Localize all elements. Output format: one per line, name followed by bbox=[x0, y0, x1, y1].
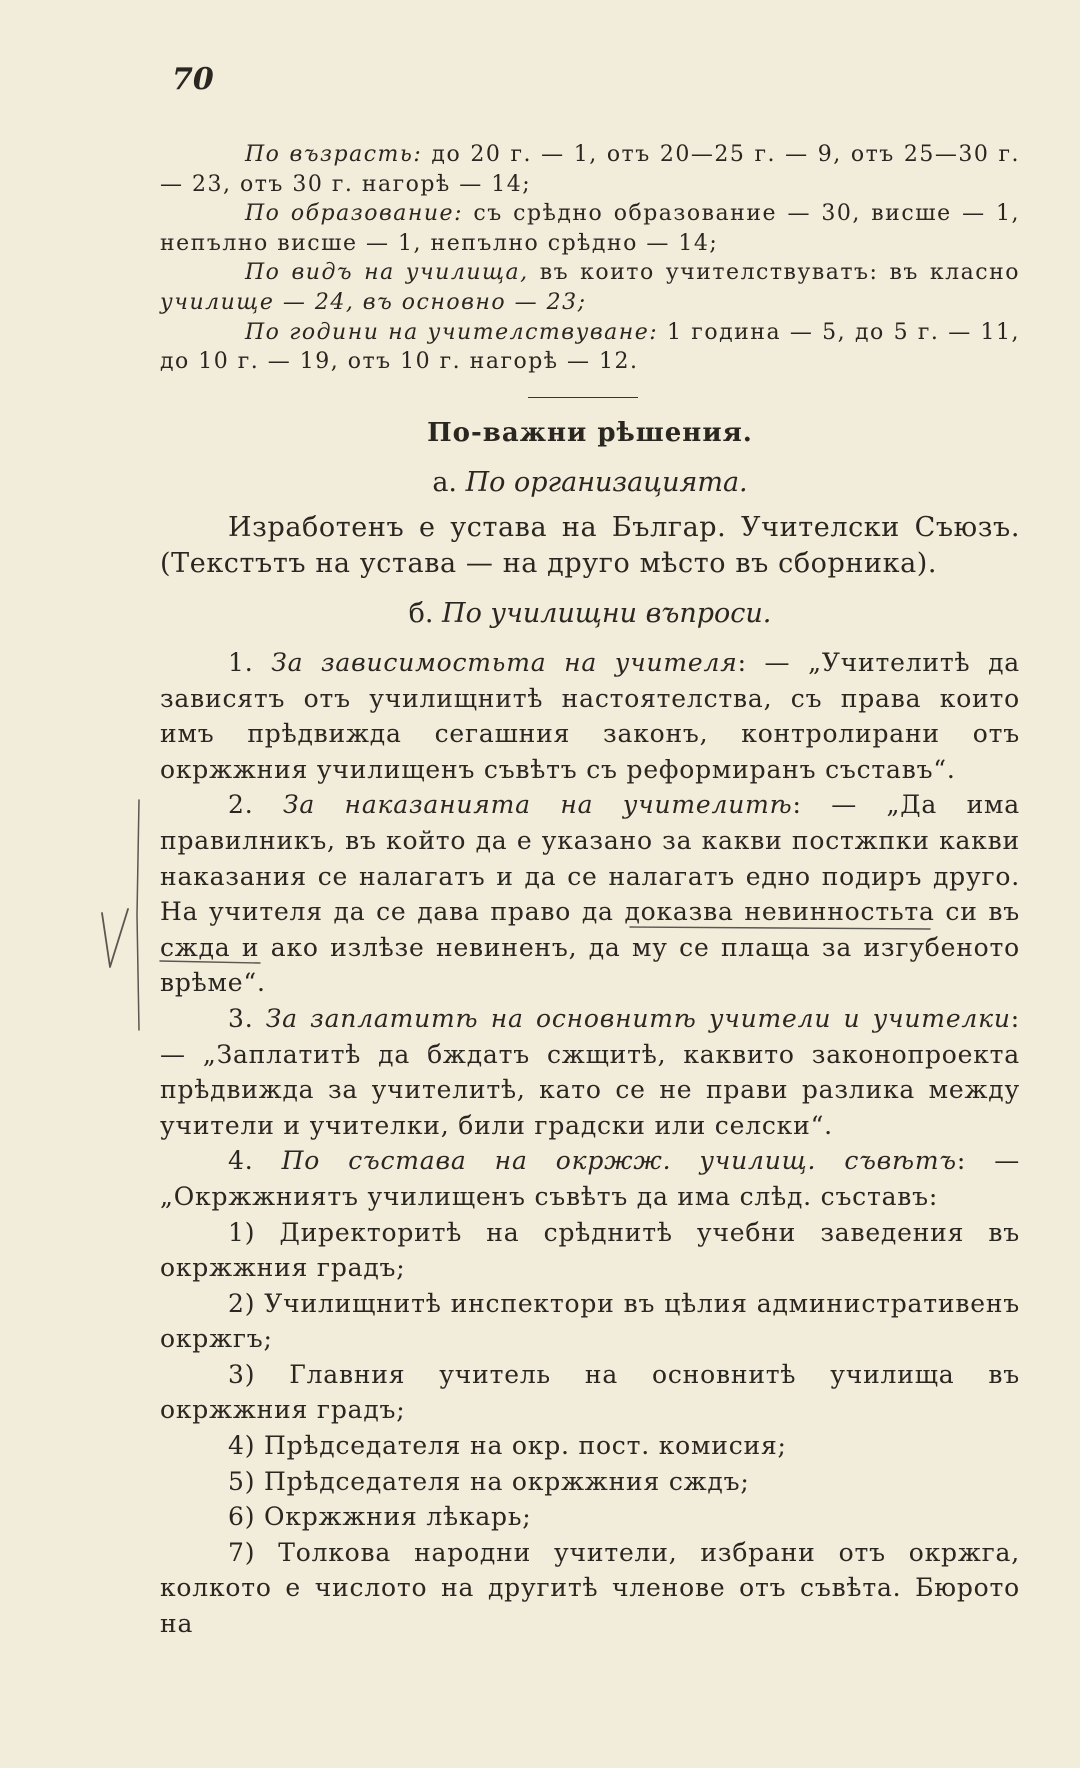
stat-school-type bbox=[160, 258, 1020, 317]
stat-age bbox=[160, 140, 1020, 199]
stat-label: По образование: bbox=[245, 201, 463, 227]
stat-text: до 20 г. — 1, отъ 20—25 г. — 9, отъ 25—30 г. — 23, отъ 30 г. нагорѣ — 14; bbox=[160, 142, 1020, 197]
subheading-prefix: б. bbox=[408, 598, 443, 629]
stat-label: По възрасть: bbox=[245, 142, 423, 167]
council-member: 5) Прѣдседателя на окржжния сждъ; bbox=[228, 1466, 750, 1496]
item-number: 2. bbox=[228, 790, 283, 820]
resolutions-list bbox=[160, 645, 1020, 1642]
stat-text: съ срѣдно образование — 30, висше — 1, непълно висше — 1, непълно срѣдно — 14; bbox=[160, 201, 1020, 256]
statistics-block bbox=[160, 140, 1020, 377]
council-member: 7) Толкова народни учители, избрани отъ окржга, колкото е числото на другитѣ членове отъ съвѣта. Бюрото на bbox=[160, 1537, 1020, 1639]
paragraph-text: Изработенъ е устава на Българ. Учителски Съюзъ. (Текстътъ на устава — на друго мѣсто въ сборника). bbox=[160, 512, 1020, 579]
council-member: 1) Директоритѣ на срѣднитѣ учебни заведения въ окржжния градъ; bbox=[160, 1217, 1020, 1283]
page-number: 70 bbox=[172, 62, 214, 97]
council-member: 3) Главния учитель на основнитѣ училища въ окржжния градъ; bbox=[160, 1359, 1020, 1425]
subheading-organization bbox=[160, 467, 1020, 498]
stat-label: По видъ на училища, bbox=[245, 260, 529, 286]
item-text: : — „Учителитѣ да зависятъ отъ училищнитѣ настоятелства, съ права които имъ прѣдвижда сегашния законъ, контролирани отъ окржжния училищенъ съвѣтъ съ реформиранъ съставъ“. bbox=[160, 648, 1020, 784]
item-title: За зависимостьта на учителя bbox=[271, 648, 738, 677]
item-title: За наказанията на учителитѣ bbox=[282, 790, 793, 820]
item-number: 3. bbox=[228, 1003, 266, 1033]
organization-paragraph bbox=[160, 510, 1020, 582]
subheading-prefix: а. bbox=[432, 467, 466, 498]
stat-tail: училище — 24, въ основно — 23; bbox=[160, 289, 587, 315]
pencil-margin-line bbox=[125, 795, 155, 1035]
stat-text: въ които учителствуватъ: въ класно bbox=[528, 260, 1020, 286]
resolution-item bbox=[160, 1001, 1020, 1143]
stat-education bbox=[160, 199, 1020, 258]
subheading-school-questions bbox=[160, 598, 1020, 629]
stat-years bbox=[160, 318, 1020, 377]
item-number: 4. bbox=[228, 1146, 282, 1176]
item-text: : — „Да има правилникъ, въ който да е указано за какви постжпки какви наказания се налагатъ и да се налагатъ едно подиръ друго. На учителя да се дава право да доказва невинностьта си въ сждa и ако излѣзе невиненъ, да му се плаща за изгубеното врѣме“. bbox=[160, 790, 1021, 998]
stat-text: 1 година — 5, до 5 г. — 11, до 10 г. — 19, отъ 10 г. нагорѣ — 12. bbox=[160, 319, 1020, 375]
council-member: 2) Училищнитѣ инспектори въ цѣлия административенъ окржгъ; bbox=[160, 1288, 1020, 1354]
item-title: За заплатитѣ на основнитѣ учители и учителки bbox=[265, 1003, 1011, 1033]
resolution-item bbox=[160, 645, 1020, 787]
section-heading: По-важни рѣшения. bbox=[427, 418, 753, 448]
subheading-title: По организацията. bbox=[465, 467, 748, 498]
item-number: 1. bbox=[228, 648, 272, 677]
item-text: : — „Заплатитѣ да бждатъ сжщитѣ, каквито законопроекта прѣдвижда за учителитѣ, като се не прави разлика между учители и учителки, били градски или селски“. bbox=[160, 1003, 1020, 1140]
pencil-checkmark bbox=[96, 905, 136, 975]
item-text: : — „Окржжниятъ училищенъ съвѣтъ да има слѣд. съставъ: bbox=[160, 1146, 1021, 1211]
council-member: 4) Прѣдседателя на окр. пост. комисия; bbox=[228, 1431, 787, 1461]
subheading-title: По училищни въпроси. bbox=[442, 598, 772, 629]
item-title: По състава на окржж. училищ. съвѣтъ bbox=[281, 1146, 957, 1176]
resolution-item bbox=[160, 1143, 1020, 1214]
stat-label: По години на учителствуване: bbox=[245, 319, 659, 345]
section-divider bbox=[528, 397, 638, 398]
resolution-item bbox=[160, 787, 1020, 1001]
council-member: 6) Окржжния лѣкарь; bbox=[228, 1502, 532, 1532]
